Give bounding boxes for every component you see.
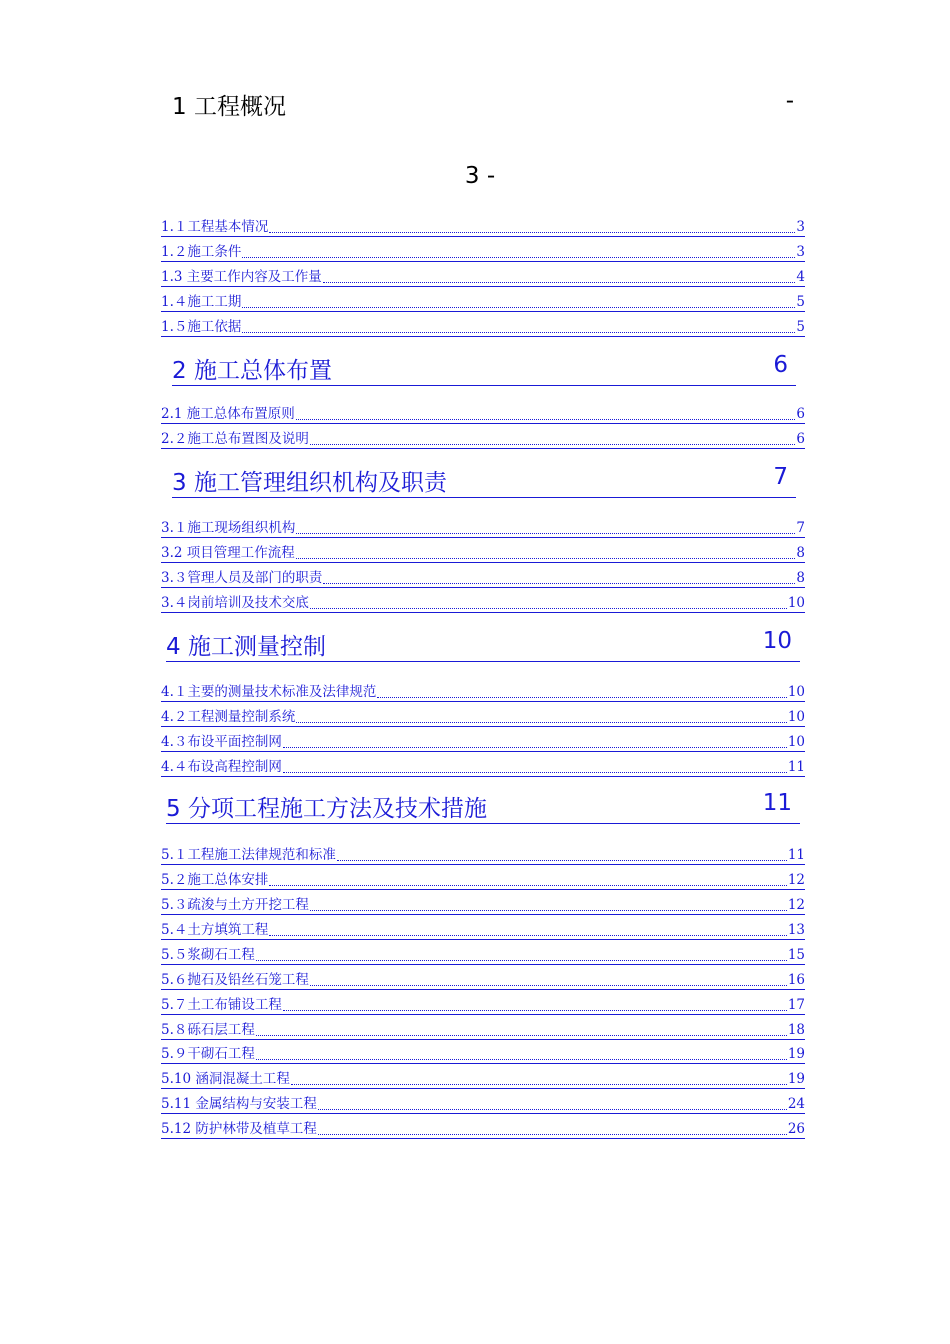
toc-heading-2[interactable]	[172, 352, 796, 386]
toc-entry-page: 6	[796, 431, 805, 447]
toc-entry-4-4[interactable]	[161, 759, 805, 777]
toc-entry-page: 24	[787, 1096, 805, 1112]
toc-entry-label: 4.４布设高程控制网	[161, 759, 282, 775]
toc-entry-1-1[interactable]	[161, 219, 805, 237]
toc-leader	[318, 1109, 787, 1110]
toc-entry-3-1[interactable]	[161, 520, 805, 538]
toc-leader	[310, 608, 787, 609]
toc-heading-page: 7	[773, 464, 788, 490]
toc-entry-5-12[interactable]	[161, 1121, 805, 1139]
toc-entry-label: 2.1 施工总体布置原则	[161, 406, 295, 422]
toc-entry-5-8[interactable]	[161, 1022, 805, 1040]
toc-entry-page: 15	[787, 947, 805, 963]
toc-entry-page: 3	[796, 244, 805, 260]
toc-entry-label: 3.３管理人员及部门的职责	[161, 570, 323, 586]
toc-entry-5-1[interactable]	[161, 847, 805, 865]
toc-entry-label: 1.４施工工期	[161, 294, 242, 310]
toc-entry-label: 4.１主要的测量技术标准及法律规范	[161, 684, 377, 700]
toc-entry-3-4[interactable]	[161, 595, 805, 613]
toc-entry-label: 5.３疏浚与土方开挖工程	[161, 897, 309, 913]
toc-entry-5-9[interactable]	[161, 1046, 805, 1064]
toc-entry-label: 4.３布设平面控制网	[161, 734, 282, 750]
toc-leader	[310, 985, 787, 986]
toc-entry-1-2[interactable]	[161, 244, 805, 262]
toc-leader	[291, 1084, 787, 1085]
toc-heading-5[interactable]	[166, 790, 800, 824]
toc-leader	[269, 232, 795, 233]
toc-leader	[310, 910, 787, 911]
toc-leader	[318, 1134, 787, 1135]
toc-leader	[296, 722, 786, 723]
toc-leader	[269, 935, 786, 936]
toc-entry-label: 5.４土方填筑工程	[161, 922, 269, 938]
toc-entry-3-3[interactable]	[161, 570, 805, 588]
toc-entry-label: 3.2 项目管理工作流程	[161, 545, 295, 561]
toc-entry-page: 11	[787, 847, 805, 863]
toc-entry-label: 5.10 涵洞混凝土工程	[161, 1071, 290, 1087]
toc-heading-3[interactable]	[172, 464, 796, 498]
toc-heading-4[interactable]	[166, 628, 800, 662]
toc-entry-5-3[interactable]	[161, 897, 805, 915]
toc-entry-4-3[interactable]	[161, 734, 805, 752]
toc-leader	[323, 282, 796, 283]
toc-leader	[242, 257, 795, 258]
toc-entry-5-2[interactable]	[161, 872, 805, 890]
toc-entry-label: 1.５施工依据	[161, 319, 242, 335]
toc-leader	[242, 307, 795, 308]
toc-heading-page: 11	[762, 790, 792, 816]
toc-entry-5-7[interactable]	[161, 997, 805, 1015]
toc-heading-1	[172, 88, 804, 122]
toc-leader	[242, 332, 795, 333]
toc-entry-5-10[interactable]	[161, 1071, 805, 1089]
toc-entry-page: 5	[796, 294, 805, 310]
toc-entry-label: 1.２施工条件	[161, 244, 242, 260]
toc-leader	[296, 419, 796, 420]
toc-entry-label: 4.２工程测量控制系统	[161, 709, 296, 725]
toc-entry-5-6[interactable]	[161, 972, 805, 990]
toc-leader	[283, 747, 787, 748]
toc-leader	[323, 583, 795, 584]
toc-entry-label: 5.１工程施工法律规范和标准	[161, 847, 336, 863]
toc-leader	[283, 772, 787, 773]
toc-entry-page: 11	[787, 759, 805, 775]
toc-entry-page: 5	[796, 319, 805, 335]
toc-entry-page: 16	[787, 972, 805, 988]
toc-entry-page: 10	[787, 734, 805, 750]
toc-entry-page: 10	[787, 709, 805, 725]
toc-entry-page: 19	[787, 1046, 805, 1062]
toc-entry-2-2[interactable]	[161, 431, 805, 449]
toc-leader	[256, 1035, 787, 1036]
toc-heading-title: 5 分项工程施工方法及技术措施	[166, 796, 487, 822]
toc-leader	[283, 1010, 787, 1011]
toc-entry-label: 5.７土工布铺设工程	[161, 997, 282, 1013]
toc-leader	[269, 885, 786, 886]
toc-entry-page: 12	[787, 897, 805, 913]
toc-entry-4-1[interactable]	[161, 684, 805, 702]
toc-entry-page: 6	[796, 406, 805, 422]
toc-entry-1-5[interactable]	[161, 319, 805, 337]
toc-heading-page: 6	[773, 352, 788, 378]
toc-entry-page: 10	[787, 595, 805, 611]
toc-entry-page: 7	[796, 520, 805, 536]
toc-entry-page: 18	[787, 1022, 805, 1038]
toc-entry-page: 12	[787, 872, 805, 888]
toc-entry-label: 5.８砾石层工程	[161, 1022, 255, 1038]
toc-leader	[256, 960, 787, 961]
toc-entry-label: 5.５浆砌石工程	[161, 947, 255, 963]
toc-leader	[337, 860, 787, 861]
toc-entry-page: 10	[787, 684, 805, 700]
toc-entry-label: 3.１施工现场组织机构	[161, 520, 296, 536]
toc-entry-label: 5.12 防护林带及植草工程	[161, 1121, 317, 1137]
toc-entry-1-4[interactable]	[161, 294, 805, 312]
toc-entry-5-11[interactable]	[161, 1096, 805, 1114]
toc-entry-page: 8	[796, 545, 805, 561]
toc-leader	[296, 533, 795, 534]
toc-leader	[310, 444, 796, 445]
toc-leader	[377, 697, 786, 698]
toc-entry-page: 17	[787, 997, 805, 1013]
toc-heading-1-title: 1 工程概况	[172, 94, 286, 120]
toc-entry-label: 1.3 主要工作内容及工作量	[161, 269, 322, 285]
toc-entry-label: 3.４岗前培训及技术交底	[161, 595, 309, 611]
toc-entry-2-1[interactable]	[161, 406, 805, 424]
toc-leader	[296, 558, 796, 559]
toc-heading-page: 10	[762, 628, 792, 654]
toc-entry-label: 5.２施工总体安排	[161, 872, 269, 888]
toc-entry-label: 2.２施工总布置图及说明	[161, 431, 309, 447]
toc-leader	[256, 1059, 787, 1060]
toc-heading-title: 3 施工管理组织机构及职责	[172, 470, 447, 496]
toc-entry-page: 26	[787, 1121, 805, 1137]
toc-heading-1-page: 3 -	[464, 163, 496, 189]
toc-entry-1-3[interactable]	[161, 269, 805, 287]
toc-entry-page: 4	[796, 269, 805, 285]
toc-entry-3-2[interactable]	[161, 545, 805, 563]
toc-entry-page: 3	[796, 219, 805, 235]
toc-heading-1-dash: -	[785, 88, 794, 114]
toc-entry-label: 5.11 金属结构与安装工程	[161, 1096, 317, 1112]
toc-entry-label: 1.１工程基本情况	[161, 219, 269, 235]
toc-entry-label: 5.９干砌石工程	[161, 1046, 255, 1062]
toc-entry-4-2[interactable]	[161, 709, 805, 727]
toc-heading-title: 2 施工总体布置	[172, 358, 332, 384]
toc-entry-5-4[interactable]	[161, 922, 805, 940]
toc-entry-page: 19	[787, 1071, 805, 1087]
toc-entry-page: 8	[796, 570, 805, 586]
toc-entry-page: 13	[787, 922, 805, 938]
toc-entry-5-5[interactable]	[161, 947, 805, 965]
toc-entry-label: 5.６抛石及铅丝石笼工程	[161, 972, 309, 988]
toc-heading-title: 4 施工测量控制	[166, 634, 326, 660]
